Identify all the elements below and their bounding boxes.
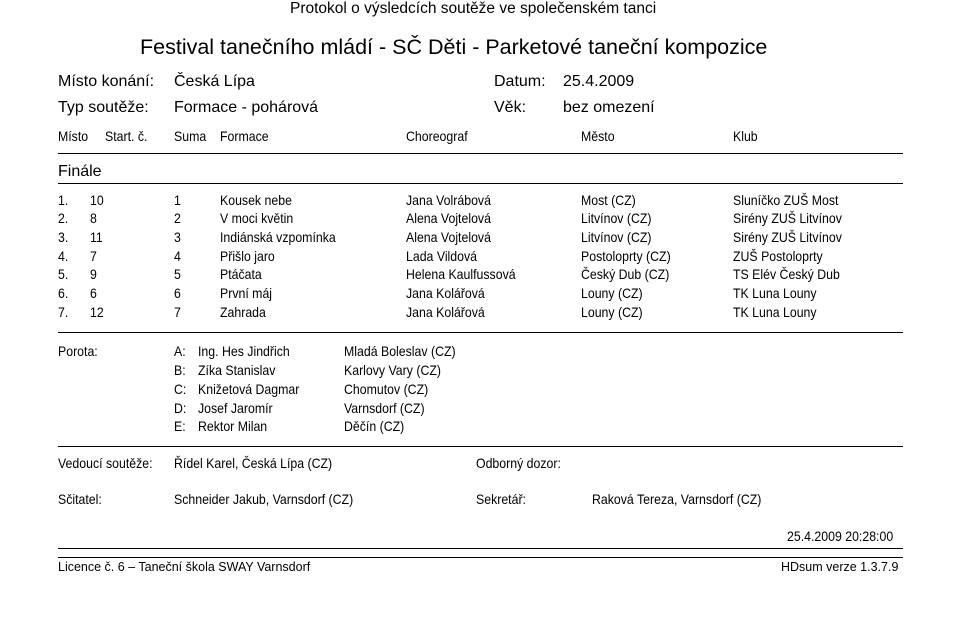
table-row [0, 285, 960, 303]
club-cell: Sluníčko ZUŠ Most [733, 192, 839, 208]
place-cell: 4. [58, 248, 69, 264]
formation-cell: Ptáčata [220, 266, 262, 282]
jury-member [0, 362, 960, 381]
jury-name: Josef Jaromír [198, 400, 273, 416]
section-title: Finále [58, 163, 102, 180]
col-header-choreographer: Choreograf [406, 128, 468, 144]
table-row [0, 304, 960, 322]
formation-cell: První máj [220, 285, 273, 301]
jury-name: Ing. Hes Jindřich [198, 343, 290, 359]
city-cell: Český Dub (CZ) [581, 266, 670, 282]
timestamp-divider [58, 548, 903, 549]
age-value: bez omezení [563, 99, 655, 116]
place-cell: 7. [58, 304, 69, 320]
choreographer-cell: Jana Kolářová [406, 304, 485, 320]
place-cell: 6. [58, 285, 69, 301]
section-divider [58, 183, 903, 184]
col-header-formation: Formace [220, 128, 269, 144]
city-cell: Most (CZ) [581, 192, 636, 208]
sum-cell: 6 [174, 285, 181, 301]
event-title: Festival tanečního mládí - SČ Děti - Parketové taneční kompozice [140, 35, 768, 59]
club-cell: TK Luna Louny [733, 304, 817, 320]
city-cell: Litvínov (CZ) [581, 210, 652, 226]
start-no-cell: 12 [90, 304, 104, 320]
start-no-cell: 7 [90, 248, 97, 264]
city-cell: Louny (CZ) [581, 304, 643, 320]
place-cell: 1. [58, 192, 69, 208]
results-divider [58, 332, 903, 333]
jury-member [0, 418, 960, 437]
formation-cell: V moci květin [220, 210, 294, 226]
start-no-cell: 10 [90, 192, 104, 208]
footer-version: HDsum verze 1.3.7.9 [781, 560, 899, 574]
choreographer-cell: Alena Vojtelová [406, 229, 491, 245]
jury-city: Mladá Boleslav (CZ) [344, 343, 456, 359]
city-cell: Litvínov (CZ) [581, 229, 652, 245]
jury-city: Karlovy Vary (CZ) [344, 362, 441, 378]
table-row [0, 229, 960, 247]
start-no-cell: 6 [90, 285, 97, 301]
choreographer-cell: Jana Kolářová [406, 285, 485, 301]
club-cell: TK Luna Louny [733, 285, 817, 301]
venue-label: Místo konání: [58, 73, 155, 90]
choreographer-cell: Jana Volrábová [406, 192, 491, 208]
jury-letter: B: [174, 362, 186, 378]
formation-cell: Kousek nebe [220, 192, 292, 208]
type-label: Typ soutěže: [58, 99, 149, 116]
place-cell: 3. [58, 229, 69, 245]
choreographer-cell: Alena Vojtelová [406, 210, 491, 226]
leader-label: Vedoucí soutěže: [58, 455, 153, 471]
jury-member [0, 400, 960, 419]
col-header-place: Místo [58, 128, 89, 144]
sum-cell: 5 [174, 266, 181, 282]
club-cell: TS Elév Český Dub [733, 266, 840, 282]
sum-cell: 1 [174, 192, 181, 208]
table-row [0, 210, 960, 228]
sum-cell: 7 [174, 304, 181, 320]
secretary-label: Sekretář: [476, 491, 526, 507]
jury-divider [58, 446, 903, 447]
jury-label: Porota: [58, 343, 98, 359]
table-row [0, 192, 960, 210]
formation-cell: Přišlo jaro [220, 248, 275, 264]
age-label: Věk: [494, 99, 527, 116]
col-header-club: Klub [733, 128, 758, 144]
club-cell: ZUŠ Postoloprty [733, 248, 823, 264]
leader-value: Řídel Karel, Česká Lípa (CZ) [174, 455, 333, 471]
timestamp: 25.4.2009 20:28:00 [787, 528, 894, 544]
table-row [0, 266, 960, 284]
city-cell: Postoloprty (CZ) [581, 248, 671, 264]
jury-member [0, 343, 960, 362]
jury-city: Chomutov (CZ) [344, 381, 429, 397]
date-value: 25.4.2009 [563, 73, 635, 90]
venue-value: Česká Lípa [174, 73, 255, 90]
jury-letter: C: [174, 381, 187, 397]
place-cell: 2. [58, 210, 69, 226]
jury-name: Rektor Milan [198, 418, 268, 434]
jury-member [0, 381, 960, 400]
counter-value: Schneider Jakub, Varnsdorf (CZ) [174, 491, 354, 507]
date-label: Datum: [494, 73, 546, 90]
formation-cell: Indiánská vzpomínka [220, 229, 336, 245]
jury-name: Knižetová Dagmar [198, 381, 300, 397]
jury-letter: D: [174, 400, 187, 416]
footer-license: Licence č. 6 – Taneční škola SWAY Varnsdorf [58, 560, 311, 574]
protocol-title: Protokol o výsledcích soutěže ve společenském tanci [290, 0, 657, 17]
choreographer-cell: Lada Vildová [406, 248, 478, 264]
header-divider [58, 153, 903, 154]
type-value: Formace - pohárová [174, 99, 319, 116]
club-cell: Sirény ZUŠ Litvínov [733, 210, 842, 226]
counter-label: Sčitatel: [58, 491, 102, 507]
expert-label: Odborný dozor: [476, 455, 561, 471]
col-header-sum: Suma [174, 128, 207, 144]
formation-cell: Zahrada [220, 304, 266, 320]
sum-cell: 3 [174, 229, 181, 245]
place-cell: 5. [58, 266, 69, 282]
col-header-city: Město [581, 128, 615, 144]
secretary-value: Raková Tereza, Varnsdorf (CZ) [592, 491, 762, 507]
city-cell: Louny (CZ) [581, 285, 643, 301]
table-row [0, 248, 960, 266]
jury-city: Varnsdorf (CZ) [344, 400, 425, 416]
club-cell: Sirény ZUŠ Litvínov [733, 229, 842, 245]
choreographer-cell: Helena Kaulfussová [406, 266, 516, 282]
jury-city: Děčín (CZ) [344, 418, 405, 434]
col-header-start-no: Start. č. [105, 128, 148, 144]
sum-cell: 2 [174, 210, 181, 226]
start-no-cell: 11 [90, 229, 103, 245]
sum-cell: 4 [174, 248, 181, 264]
start-no-cell: 9 [90, 266, 97, 282]
jury-letter: A: [174, 343, 186, 359]
start-no-cell: 8 [90, 210, 97, 226]
footer-divider [58, 557, 903, 558]
jury-letter: E: [174, 418, 186, 434]
jury-name: Zíka Stanislav [198, 362, 276, 378]
